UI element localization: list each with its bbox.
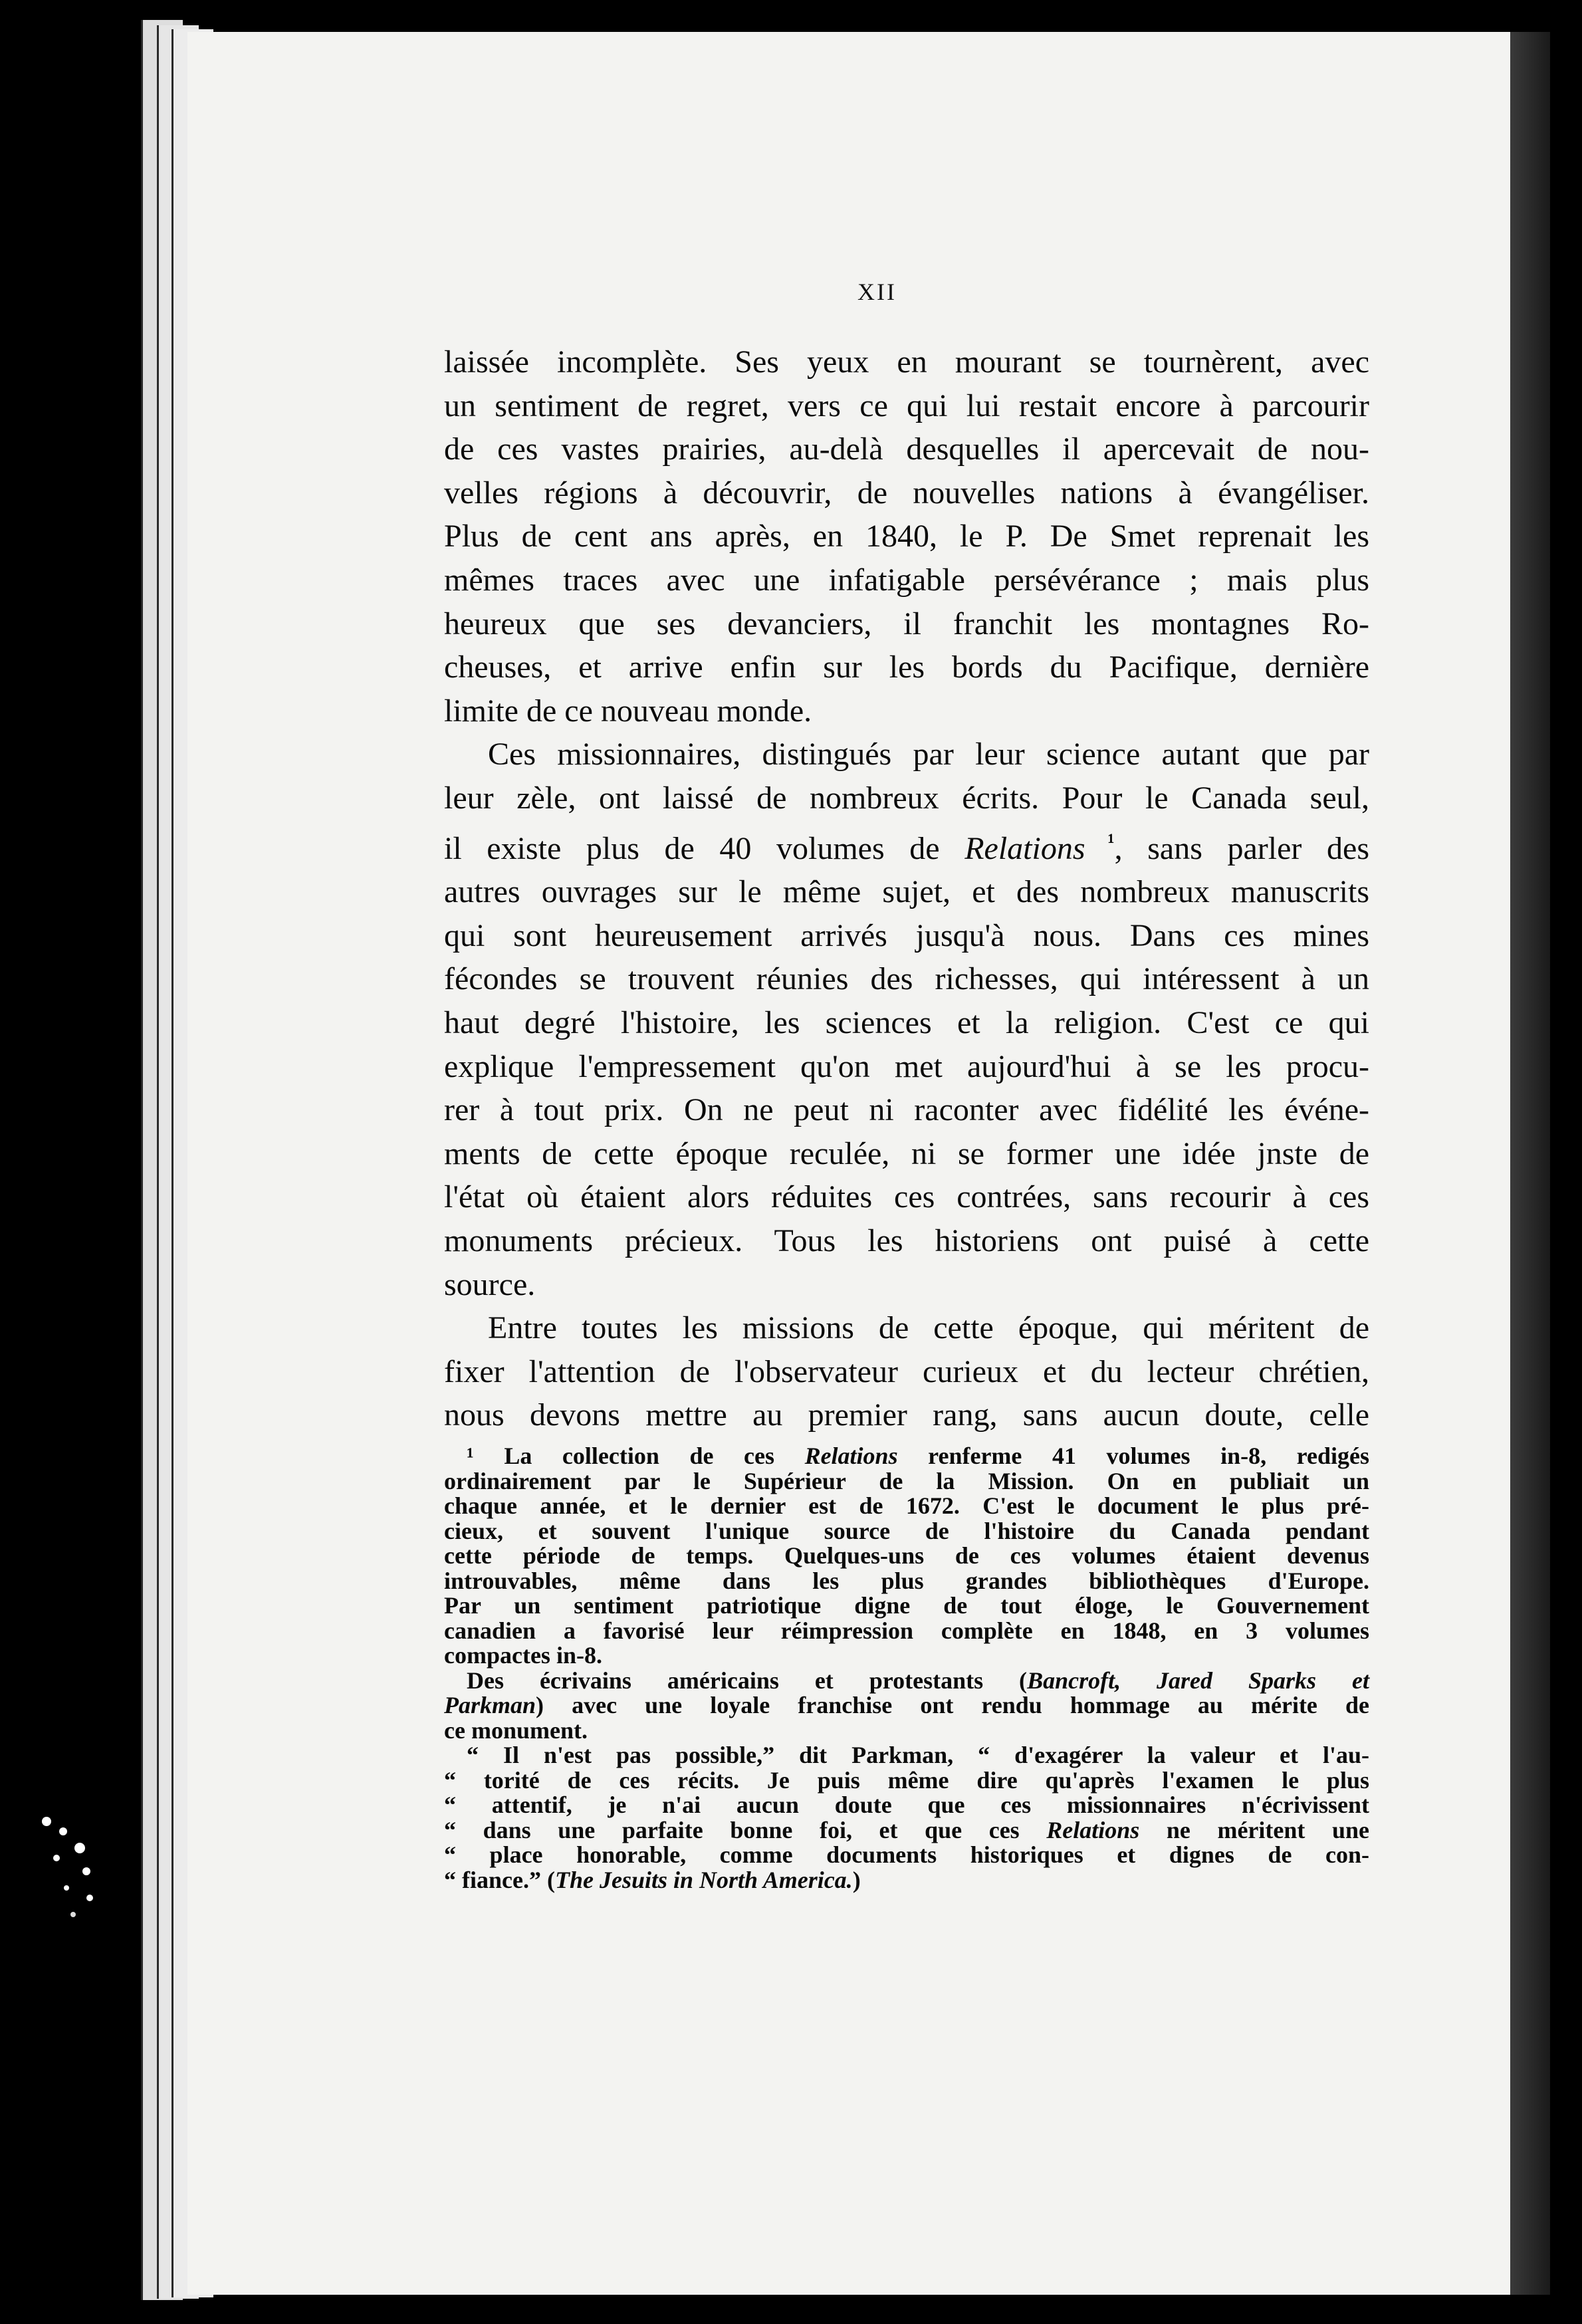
text-run: ) avec une loyale franchise ont rendu hommage au mérite de bbox=[536, 1692, 1369, 1718]
footnotes bbox=[444, 1444, 1369, 1893]
italic-text: Relations bbox=[804, 1443, 898, 1469]
footnote-line: canadien a favorisé leur réimpression complète en 1848, en 3 volumes bbox=[444, 1617, 1369, 1644]
text-line: monuments précieux. Tous les historiens ont puisé à cette bbox=[444, 1222, 1369, 1258]
text-line: leur zèle, ont laissé de nombreux écrits. Pour le Canada seul, bbox=[444, 780, 1369, 816]
page-number: XII bbox=[857, 279, 897, 305]
italic-text: Bancroft, Jared Sparks et bbox=[1027, 1667, 1369, 1694]
text-run: ) bbox=[852, 1866, 861, 1893]
scan-speckle-icon bbox=[27, 1808, 100, 1941]
text-line: ments de cette époque reculée, ni se former une idée jnste de bbox=[444, 1135, 1369, 1171]
text-line: velles régions à découvrir, de nouvelles nations à évangéliser. bbox=[444, 475, 1369, 511]
italic-text: Parkman bbox=[444, 1692, 536, 1718]
paragraph-1 bbox=[444, 340, 1369, 733]
italic-text: Relations bbox=[964, 830, 1085, 866]
footnote-line bbox=[444, 1693, 1369, 1718]
footnote-line: “ place honorable, comme documents historiques et dignes de con- bbox=[444, 1841, 1369, 1868]
text-line: Plus de cent ans après, en 1840, le P. De Smet reprenait les bbox=[444, 519, 1369, 554]
text-line: cheuses, et arrive enfin sur les bords du Pacifique, dernière bbox=[444, 649, 1369, 685]
footnote-line: “ Il n'est pas possible,” dit Parkman, “ d'exagérer la valeur et l'au- bbox=[467, 1742, 1369, 1768]
text-run: ne méritent une bbox=[1139, 1816, 1369, 1843]
text-line: de ces vastes prairies, au-delà desquelles il apercevait de nou- bbox=[444, 431, 1369, 467]
text-run: il existe plus de 40 volumes de bbox=[444, 830, 965, 866]
text-line: heureux que ses devanciers, il franchit les montagnes Ro- bbox=[444, 606, 1369, 641]
italic-text: Relations bbox=[1046, 1816, 1140, 1843]
text-line: limite de ce nouveau monde. bbox=[444, 693, 812, 729]
footnote-2 bbox=[444, 1669, 1369, 1744]
text-line: Ces missionnaires, distingués par leur science autant que par bbox=[488, 737, 1369, 772]
footnote-line: chaque année, et le dernier est de 1672. C'est le document le plus pré- bbox=[444, 1492, 1369, 1519]
text-run: Des écrivains américains et protestants ( bbox=[467, 1667, 1028, 1694]
footnote-3 bbox=[444, 1743, 1369, 1893]
body-text bbox=[444, 340, 1369, 1437]
text-line: autres ouvrages sur le même sujet, et des nombreux manuscrits bbox=[444, 874, 1369, 910]
text-line: mêmes traces avec une infatigable persévérance ; mais plus bbox=[444, 562, 1369, 598]
text-line: fixer l'attention de l'observateur curieux et du lecteur chrétien, bbox=[444, 1353, 1369, 1389]
text-run: renferme 41 volumes in-8, redigés bbox=[897, 1443, 1369, 1469]
text-line: Entre toutes les missions de cette époque, qui méritent de bbox=[488, 1310, 1369, 1346]
footnote-1 bbox=[444, 1444, 1369, 1669]
footnote-line: ce monument. bbox=[444, 1716, 588, 1744]
text-line: haut degré l'histoire, les sciences et la religion. C'est ce qui bbox=[444, 1005, 1369, 1041]
text-line bbox=[444, 820, 1369, 871]
text-line: nous devons mettre au premier rang, sans aucun doute, celle bbox=[444, 1397, 1369, 1433]
text-line: source. bbox=[444, 1266, 536, 1302]
footnote-line: Par un sentiment patriotique digne de tout éloge, le Gouvernement bbox=[444, 1592, 1369, 1619]
text-line: un sentiment de regret, vers ce qui lui restait encore à parcourir bbox=[444, 388, 1369, 423]
footnote-line bbox=[444, 1868, 1369, 1893]
footnote-line: cette période de temps. Quelques-uns de ces volumes étaient devenus bbox=[444, 1542, 1369, 1569]
footnote-line bbox=[444, 1818, 1369, 1843]
text-line: rer à tout prix. On ne peut ni raconter avec fidélité les événe- bbox=[444, 1092, 1369, 1128]
footnote-line bbox=[444, 1444, 1369, 1469]
text-line: l'état où étaient alors réduites ces contrées, sans recourir à ces bbox=[444, 1179, 1369, 1215]
text-run: , sans parler des bbox=[1114, 830, 1369, 866]
text-line: explique l'empressement qu'on met aujourd'hui à se les procu- bbox=[444, 1048, 1369, 1084]
text-line: fécondes se trouvent réunies des richesses, qui intéressent à un bbox=[444, 961, 1369, 997]
footnote-line: cieux, et souvent l'unique source de l'histoire du Canada pendant bbox=[444, 1517, 1369, 1544]
footnote-line: ordinairement par le Supérieur de la Mission. On en publiait un bbox=[444, 1467, 1369, 1494]
footnote-line: compactes in-8. bbox=[444, 1642, 602, 1669]
footnote-line: “ attentif, je n'ai aucun doute que ces missionnaires n'écrivissent bbox=[444, 1792, 1369, 1818]
paragraph-3 bbox=[444, 1306, 1369, 1437]
text-run: ¹ La collection de ces bbox=[467, 1443, 805, 1469]
footnote-line: “ torité de ces récits. Je puis même dire qu'après l'examen le plus bbox=[444, 1766, 1369, 1794]
text-run: “ dans une parfaite bonne foi, et que ces bbox=[444, 1816, 1047, 1843]
footnote-line bbox=[444, 1669, 1369, 1694]
italic-text: The Jesuits in North America. bbox=[554, 1866, 853, 1893]
text-line: laissée incomplète. Ses yeux en mourant se tournèrent, avec bbox=[444, 344, 1369, 380]
text-line: qui sont heureusement arrivés jusqu'à nous. Dans ces mines bbox=[444, 917, 1369, 953]
text-run: “ fiance.” ( bbox=[444, 1866, 555, 1893]
paragraph-2 bbox=[444, 733, 1369, 1306]
footnote-line: introuvables, même dans les plus grandes bibliothèques d'Europe. bbox=[444, 1567, 1369, 1594]
footnote-marker: ¹ bbox=[1085, 829, 1115, 854]
page-gutter-shadow bbox=[1510, 32, 1550, 2295]
